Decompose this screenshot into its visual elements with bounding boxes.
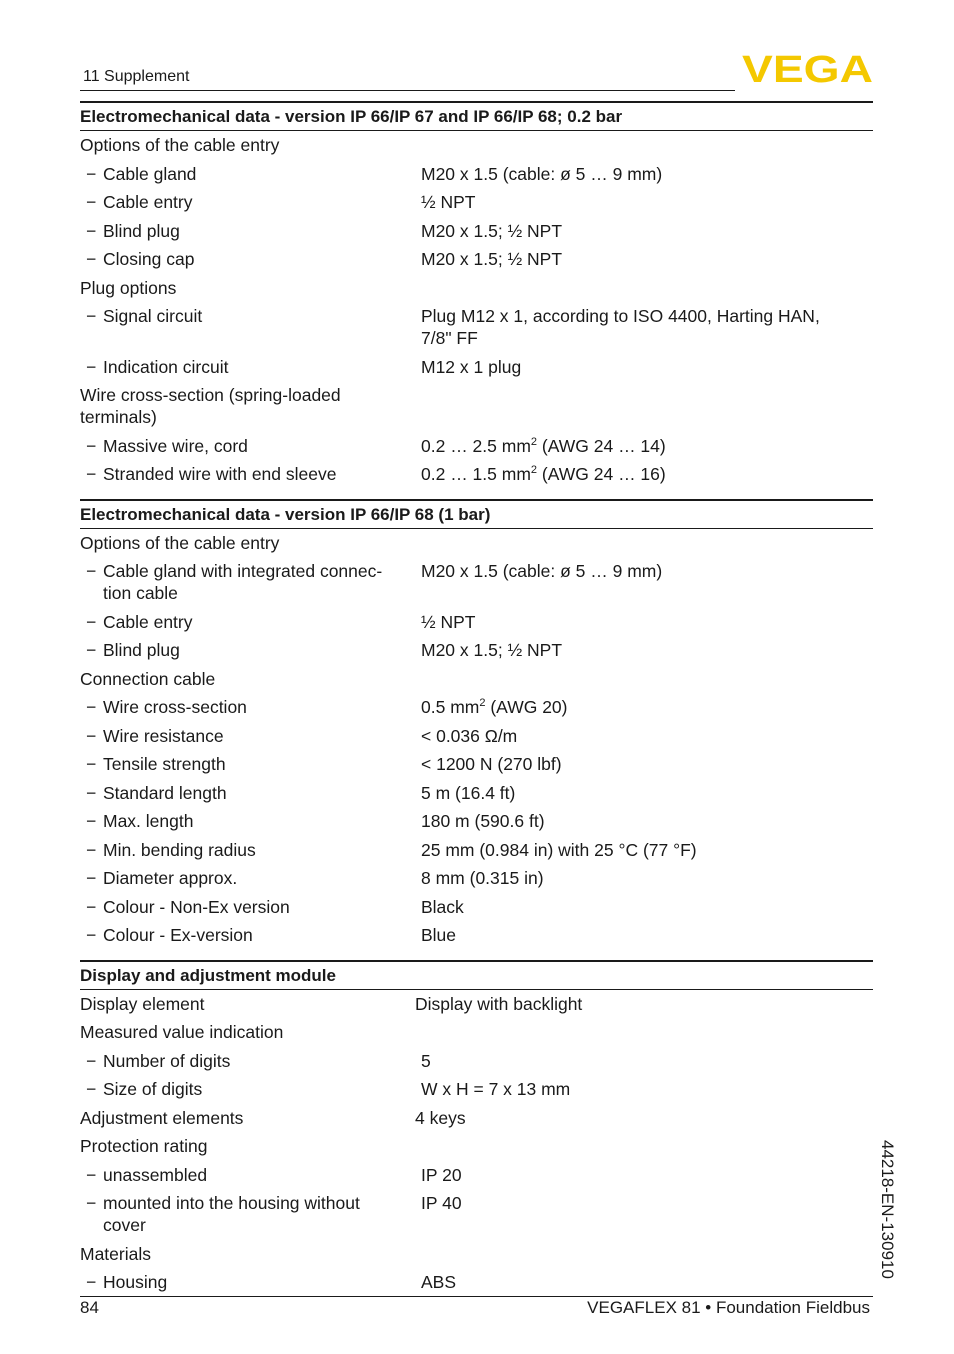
spec-value (421, 463, 873, 485)
spec-row (80, 160, 873, 189)
dash-bullet: − (86, 464, 97, 484)
dash-bullet: − (86, 697, 97, 717)
spec-value (421, 1050, 873, 1072)
spec-label-text: Housing (103, 1272, 168, 1292)
spec-label: Adjustment elements (80, 1107, 244, 1128)
spec-label (80, 1271, 421, 1293)
dash-bullet: − (86, 163, 97, 184)
superscript: 2 (530, 435, 538, 448)
section-title: Electromechanical data - version IP 66/IP 67 and IP 66/IP 68; 0.2 bar (80, 101, 873, 131)
spec-value-text: 5 m (16.4 ft) (421, 782, 516, 803)
spec-label (80, 696, 421, 718)
spec-label: Connection cable (80, 668, 216, 689)
header-rule (80, 90, 735, 91)
spec-value (415, 668, 873, 690)
spec-row (80, 836, 873, 865)
spec-value (415, 134, 873, 156)
spec-label (80, 782, 421, 804)
spec-value-text: M20 x 1.5; ½ NPT (421, 640, 563, 660)
spec-value (421, 753, 873, 775)
spec-label-text: Colour - Ex-version (103, 925, 253, 945)
spec-value-text: M20 x 1.5 (cable: ø 5 … 9 mm) (421, 163, 663, 184)
spec-label-text: Number of digits (103, 1050, 231, 1071)
spec-label (80, 839, 421, 861)
spec-row (80, 1075, 873, 1104)
spec-row (80, 381, 873, 432)
spec-label-text: Blind plug (103, 640, 180, 660)
spec-label (80, 560, 421, 604)
product-name: VEGAFLEX 81 • Foundation Fieldbus (587, 1298, 870, 1317)
spec-row (80, 864, 873, 893)
spec-row (80, 1189, 873, 1240)
spec-label (80, 924, 421, 946)
spec-label (80, 810, 421, 832)
spec-label-text: Stranded wire with end sleeve (103, 464, 337, 484)
spec-label-text: Blind plug (103, 220, 180, 241)
spec-value-text: Blue (421, 925, 457, 945)
spec-label-text: Massive wire, cord (103, 435, 248, 456)
spec-value-text: Display with backlight (415, 993, 583, 1014)
spec-value-tail: (AWG 20) (485, 697, 568, 717)
spec-label (80, 435, 421, 457)
spec-value-tail: (AWG 24 … 16) (537, 464, 666, 484)
spec-row (80, 460, 873, 489)
dash-bullet: − (86, 611, 97, 632)
spec-value (421, 220, 873, 242)
spec-label (80, 220, 421, 242)
spec-label-text: Tensile strength (103, 754, 226, 774)
spec-value-text: ABS (421, 1272, 457, 1292)
spec-value-text: M12 x 1 plug (421, 356, 522, 377)
spec-value (415, 1135, 873, 1157)
spec-row (80, 353, 873, 382)
spec-row (80, 636, 873, 665)
dash-bullet: − (86, 640, 97, 660)
spec-label-text: Standard length (103, 782, 227, 803)
spec-value (415, 1107, 873, 1129)
spec-row (80, 1161, 873, 1190)
spec-label (80, 1050, 421, 1072)
dash-bullet: − (86, 811, 97, 831)
dash-bullet: − (86, 782, 97, 803)
spec-row (80, 1132, 873, 1161)
spec-label (80, 191, 421, 213)
spec-value-text: ½ NPT (421, 192, 476, 212)
spec-row (80, 990, 873, 1019)
spec-row (80, 750, 873, 779)
spec-value (421, 725, 873, 747)
spec-row (80, 188, 873, 217)
spec-label (80, 1164, 421, 1186)
spec-row (80, 217, 873, 246)
section-gap (80, 950, 873, 960)
spec-label-text: Size of digits (103, 1079, 203, 1099)
spec-value (421, 639, 873, 661)
spec-value (421, 1078, 873, 1100)
spec-label-text: Colour - Non-Ex version (103, 896, 290, 917)
spec-value (421, 435, 873, 457)
dash-bullet: − (86, 1079, 97, 1099)
spec-value (421, 924, 873, 946)
spec-label (80, 611, 421, 633)
spec-label (80, 725, 421, 747)
spec-label-text: mounted into the housing without cover (103, 1193, 360, 1235)
dash-bullet: − (86, 1193, 97, 1213)
dash-bullet: − (86, 356, 97, 377)
dash-bullet: − (86, 1050, 97, 1071)
spec-label: Measured value indication (80, 1022, 284, 1042)
spec-value (421, 782, 873, 804)
spec-value-text: Plug M12 x 1, according to ISO 4400, Harting HAN, 7/8" FF (421, 306, 820, 348)
spec-label: Options of the cable entry (80, 532, 280, 553)
spec-label-text: Indication circuit (103, 356, 229, 377)
spec-row (80, 1240, 873, 1269)
spec-value-text: 0.5 mm (421, 697, 480, 717)
spec-row (80, 274, 873, 303)
spec-row (80, 557, 873, 608)
spec-label: Protection rating (80, 1136, 208, 1156)
spec-value-text: 0.2 … 2.5 mm (421, 435, 531, 456)
dash-bullet: − (86, 868, 97, 888)
spec-label-text: Wire resistance (103, 725, 224, 746)
dash-bullet: − (86, 1164, 97, 1185)
spec-row (80, 1018, 873, 1047)
spec-row (80, 921, 873, 950)
footer-rule (80, 1296, 873, 1297)
spec-label-text: Diameter approx. (103, 868, 238, 888)
spec-value-text: 25 mm (0.984 in) with 25 °C (77 °F) (421, 839, 697, 860)
dash-bullet: − (86, 306, 97, 326)
spec-row (80, 693, 873, 722)
spec-value (421, 1271, 873, 1293)
dash-bullet: − (86, 249, 97, 269)
spec-row (80, 665, 873, 694)
spec-label (80, 753, 421, 775)
spec-row (80, 779, 873, 808)
spec-value (415, 532, 873, 554)
spec-label (80, 163, 421, 185)
spec-value (421, 810, 873, 832)
spec-value-text: < 0.036 Ω/m (421, 725, 518, 746)
spec-value-text: 0.2 … 1.5 mm (421, 464, 531, 484)
spec-value-text: ½ NPT (421, 611, 476, 632)
spec-label (80, 1192, 421, 1236)
section-title: Display and adjustment module (80, 960, 873, 990)
spec-row (80, 529, 873, 558)
spec-label (80, 463, 421, 485)
spec-value-text: M20 x 1.5; ½ NPT (421, 249, 563, 269)
spec-label (80, 356, 421, 378)
spec-value (421, 1192, 873, 1236)
spec-label: Materials (80, 1243, 151, 1264)
spec-value (421, 867, 873, 889)
section-label: 11 Supplement (83, 68, 190, 85)
spec-value (415, 1021, 873, 1043)
spec-label-text: unassembled (103, 1164, 208, 1185)
spec-row (80, 1047, 873, 1076)
spec-label-text: Wire cross-section (103, 697, 247, 717)
dash-bullet: − (86, 1272, 97, 1292)
spec-value-text: IP 20 (421, 1164, 462, 1185)
dash-bullet: − (86, 435, 97, 456)
spec-value (421, 611, 873, 633)
spec-value (421, 696, 873, 718)
superscript: 2 (479, 697, 486, 710)
spec-label (80, 896, 421, 918)
spec-value (421, 305, 873, 349)
spec-value (415, 993, 873, 1015)
dash-bullet: − (86, 192, 97, 212)
spec-label-text: Signal circuit (103, 306, 203, 326)
spec-value-text: 5 (421, 1050, 431, 1071)
dash-bullet: − (86, 839, 97, 860)
spec-value (421, 191, 873, 213)
spec-value-text: 8 mm (0.315 in) (421, 868, 544, 888)
spec-label-text: Cable gland with integrated connec-tion cable (103, 561, 383, 603)
spec-value-text: < 1200 N (270 lbf) (421, 754, 562, 774)
spec-value-text: M20 x 1.5 (cable: ø 5 … 9 mm) (421, 561, 663, 581)
spec-row (80, 245, 873, 274)
spec-value (415, 277, 873, 299)
logo-text: VEGA (742, 52, 873, 84)
spec-row (80, 1104, 873, 1133)
dash-bullet: − (86, 896, 97, 917)
vega-logo (742, 52, 873, 84)
spec-label: Plug options (80, 277, 177, 298)
spec-value (421, 1164, 873, 1186)
spec-row (80, 608, 873, 637)
spec-value (421, 839, 873, 861)
spec-value-text: IP 40 (421, 1193, 462, 1213)
spec-label-text: Cable gland (103, 163, 197, 184)
section-title: Electromechanical data - version IP 66/IP 68 (1 bar) (80, 499, 873, 529)
spec-label-text: Closing cap (103, 249, 195, 269)
spec-label: Options of the cable entry (80, 135, 280, 155)
spec-value-text: M20 x 1.5; ½ NPT (421, 220, 563, 241)
spec-label: Wire cross-section (spring-loaded terminals) (80, 385, 341, 427)
spec-label-text: Min. bending radius (103, 839, 256, 860)
spec-value-text: 4 keys (415, 1107, 466, 1128)
spec-label-text: Cable entry (103, 192, 193, 212)
spec-label-text: Cable entry (103, 611, 193, 632)
spec-row (80, 131, 873, 160)
spec-row (80, 722, 873, 751)
section-gap (80, 489, 873, 499)
spec-label (80, 867, 421, 889)
spec-value (421, 163, 873, 185)
spec-row (80, 893, 873, 922)
spec-label-text: Max. length (103, 811, 194, 831)
document-id: 44218-EN-130910 (878, 1140, 897, 1279)
spec-value-text: 180 m (590.6 ft) (421, 811, 545, 831)
spec-label: Display element (80, 993, 205, 1014)
spec-label (80, 639, 421, 661)
spec-value (421, 248, 873, 270)
spec-row (80, 302, 873, 353)
dash-bullet: − (86, 220, 97, 241)
spec-value-text: Black (421, 896, 464, 917)
page-number: 84 (80, 1298, 99, 1317)
spec-row (80, 1268, 873, 1297)
spec-label (80, 305, 421, 349)
superscript: 2 (530, 464, 538, 477)
dash-bullet: − (86, 561, 97, 581)
spec-label (80, 1078, 421, 1100)
spec-value-tail: (AWG 24 … 14) (537, 435, 666, 456)
dash-bullet: − (86, 754, 97, 774)
spec-value (421, 560, 873, 604)
spec-value-text: W x H = 7 x 13 mm (421, 1079, 571, 1099)
spec-value (415, 1243, 873, 1265)
spec-value (421, 356, 873, 378)
spec-row (80, 432, 873, 461)
spec-row (80, 807, 873, 836)
spec-label (80, 248, 421, 270)
dash-bullet: − (86, 725, 97, 746)
dash-bullet: − (86, 925, 97, 945)
spec-value (421, 896, 873, 918)
spec-value (415, 384, 873, 428)
spec-content (80, 101, 873, 1297)
